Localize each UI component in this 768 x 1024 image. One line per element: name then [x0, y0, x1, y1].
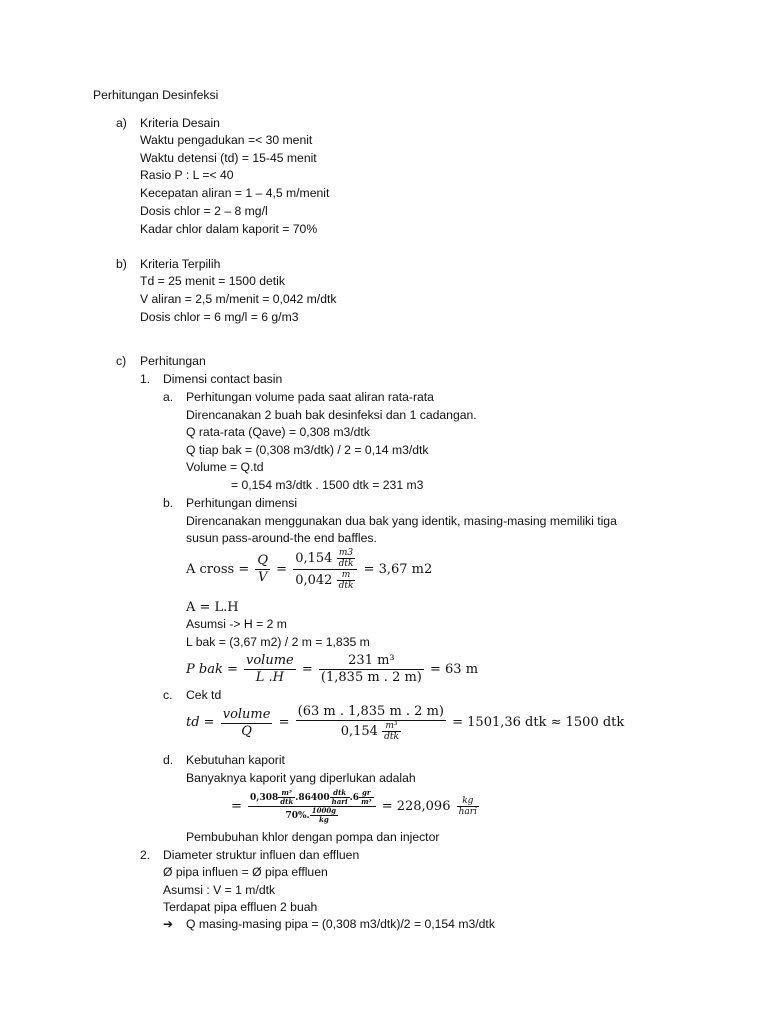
criteria-line: Waktu pengadukan =< 30 menit	[140, 133, 313, 147]
unit-fraction	[337, 548, 356, 569]
eq-result: = 3,67 m2	[363, 561, 433, 577]
fraction-numerator: 231 m³	[319, 653, 424, 670]
unit-denominator: kg	[319, 815, 329, 824]
calc-line: L bak = (3,67 m2) / 2 m = 1,835 m	[186, 635, 370, 649]
fraction-denominator: Q	[241, 723, 252, 739]
calc-line: Direncanakan 2 buah bak desinfeksi dan 1 cadangan.	[186, 408, 477, 422]
calc-line: Ø pipa influen = Ø pipa effluen	[163, 865, 328, 879]
sub-c-marker: c.	[163, 688, 173, 702]
fraction-part: .6	[349, 793, 360, 803]
unit-fraction	[330, 789, 350, 806]
fraction-numerator: (63 m . 1,835 m . 2 m)	[297, 704, 444, 719]
fraction-numerator: Q	[257, 553, 269, 568]
selected-line: V aliran = 2,5 m/menit = 0,042 m/dtk	[140, 292, 337, 306]
calc-line: Q tiap bak = (0,308 m3/dtk) / 2 = 0,14 m3/dtk	[186, 443, 429, 457]
equation-pbak	[186, 653, 478, 686]
sub-c-heading: Cek td	[186, 688, 222, 702]
calc-line: Asumsi : V = 1 m/dtk	[163, 883, 276, 897]
criteria-line: Kadar chlor dalam kaporit = 70%	[140, 222, 318, 236]
equation-across	[186, 548, 432, 591]
unit-numerator: kg	[457, 796, 479, 807]
unit-denominator: dtk	[338, 581, 354, 591]
selected-line: Td = 25 menit = 1500 detik	[140, 274, 285, 288]
equation-alh: A = L.H	[186, 600, 239, 615]
calc-line: Q masing-masing pipa = (0,308 m3/dtk)/2 = 0,154 m3/dtk	[186, 917, 495, 931]
calc-line: Terdapat pipa effluen 2 buah	[163, 900, 318, 914]
section-c-heading: Perhitungan	[140, 354, 206, 368]
section-a-marker: a)	[116, 116, 127, 130]
criteria-line: Waktu detensi (td) = 15-45 menit	[140, 151, 317, 165]
fraction-numerator: volume	[246, 653, 294, 668]
calc-line: Asumsi -> H = 2 m	[186, 617, 287, 631]
sub-d-heading: Kebutuhan kaporit	[186, 753, 285, 767]
arrow-icon: ➔	[163, 917, 174, 931]
fraction-part: .86400	[295, 793, 330, 803]
eq-sign: =	[231, 798, 242, 814]
unit-numerator: m³	[278, 789, 295, 798]
calc-line: susun pass-around-the end baffles.	[186, 531, 377, 545]
unit-numerator: gr	[359, 789, 373, 798]
equation-td	[186, 704, 624, 742]
unit-fraction	[457, 796, 479, 817]
fraction-denominator: (1,835 m . 2 m)	[320, 670, 422, 685]
fraction	[293, 548, 357, 591]
unit-fraction	[359, 789, 373, 806]
sub-b-marker: b.	[163, 496, 174, 510]
fraction-denominator: 0,154	[340, 724, 378, 739]
item2-heading: Diameter struktur influen dan effluen	[163, 848, 360, 862]
criteria-line: Kecepatan aliran = 1 – 4,5 m/menit	[140, 186, 330, 200]
eq-lhs: td =	[186, 715, 215, 730]
unit-fraction	[337, 570, 356, 591]
eq-lhs: P bak =	[186, 661, 238, 677]
criteria-line: Rasio P : L =< 40	[140, 168, 234, 182]
unit-fraction	[382, 721, 401, 742]
sub-d-marker: d.	[163, 753, 174, 767]
eq-sign: =	[278, 715, 290, 730]
calc-line: Banyaknya kaporit yang diperlukan adalah	[186, 771, 416, 785]
calc-line: Q rata-rata (Qave) = 0,308 m3/dtk	[186, 425, 370, 439]
unit-denominator: hari	[331, 797, 348, 806]
unit-denominator: hari	[458, 807, 477, 817]
unit-numerator: m3	[337, 548, 356, 559]
fraction-denominator: 0,042	[295, 573, 333, 588]
eq-sign: =	[276, 561, 288, 577]
section-a-heading: Kriteria Desain	[140, 116, 220, 130]
fraction	[296, 704, 446, 742]
fraction-part: 70%.	[285, 811, 310, 821]
fraction-numerator: 0,154	[295, 551, 333, 566]
fraction-part: 0,308	[250, 793, 279, 803]
fraction	[221, 707, 273, 740]
calc-line: Pembubuhan khlor dengan pompa dan injector	[186, 830, 440, 844]
calc-line: Volume = Q.td	[186, 460, 264, 474]
sub-a-heading: Perhitungan volume pada saat aliran rata-rata	[186, 390, 434, 404]
unit-fraction	[278, 789, 295, 806]
fraction-denominator: L .H	[255, 670, 284, 685]
equation-kaporit	[231, 789, 481, 824]
sub-a-marker: a.	[163, 390, 174, 404]
unit-numerator: dtk	[330, 789, 350, 798]
fraction	[319, 653, 424, 686]
criteria-line: Dosis chlor = 2 – 8 mg/l	[140, 204, 268, 218]
unit-numerator: 1000g	[311, 806, 337, 815]
fraction	[244, 653, 296, 686]
unit-denominator: m³	[361, 797, 372, 806]
selected-line: Dosis chlor = 6 mg/l = 6 g/m3	[140, 310, 299, 324]
document-title: Perhitungan Desinfeksi	[93, 88, 219, 102]
item2-marker: 2.	[140, 848, 151, 862]
eq-result: = 228,096	[381, 798, 451, 814]
eq-result: = 1501,36 dtk ≈ 1500 dtk	[452, 715, 625, 730]
fraction	[255, 553, 270, 586]
volume-result: = 0,154 m3/dtk . 1500 dtk = 231 m3	[231, 478, 424, 492]
eq-result: = 63 m	[430, 661, 479, 677]
section-c-marker: c)	[116, 354, 127, 368]
sub-b-heading: Perhitungan dimensi	[186, 496, 298, 510]
unit-denominator: dtk	[280, 797, 294, 806]
unit-fraction	[310, 807, 338, 824]
eq-sign: =	[301, 661, 313, 677]
unit-numerator: m	[337, 570, 356, 581]
section-b-heading: Kriteria Terpilih	[140, 257, 221, 271]
fraction-numerator: volume	[222, 706, 271, 722]
unit-numerator: m³	[382, 721, 401, 732]
fraction-denominator: V	[258, 570, 268, 585]
eq-lhs: A cross =	[186, 561, 250, 577]
calc-line: Direncanakan menggunakan dua bak yang identik, masing-masing memiliki tiga	[186, 514, 617, 528]
section-b-marker: b)	[116, 257, 127, 271]
item1-heading: Dimensi contact basin	[163, 372, 283, 386]
item1-marker: 1.	[140, 372, 151, 386]
unit-denominator: dtk	[384, 732, 399, 742]
unit-denominator: dtk	[338, 559, 354, 569]
fraction	[248, 789, 376, 824]
